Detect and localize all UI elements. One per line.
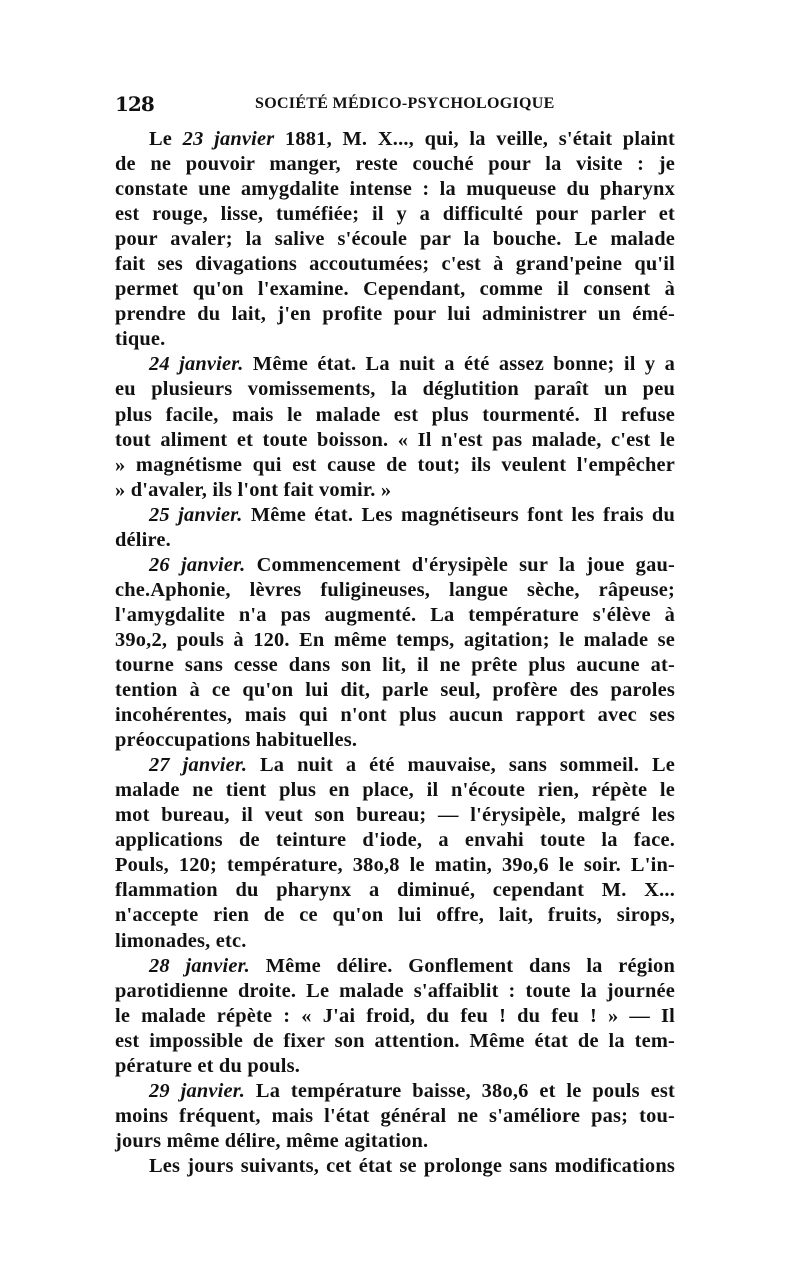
text-line: le malade répète : « J'ai froid, du feu ! du feu ! » — Il: [115, 1004, 675, 1027]
text-line: n'accepte rien de ce qu'on lui offre, lait, fruits, sirops,: [115, 904, 675, 927]
text-line: prendre du lait, j'en profite pour lui administrer un émé-: [115, 303, 675, 326]
text-line: préoccupations habituelles.: [115, 729, 358, 752]
text-line: mot bureau, il veut son bureau; — l'érysipèle, malgré les: [115, 804, 675, 827]
text-line: applications de teinture d'iode, a envahi toute la face.: [115, 829, 675, 852]
date-label: 26 janvier.: [149, 553, 246, 576]
paragraph-26-janvier: [115, 553, 675, 753]
text-line: Pouls, 120; température, 38o,8 le matin, 39o,6 le soir. L'in-: [115, 854, 675, 877]
text-line: » d'avaler, ils l'ont fait vomir. »: [115, 478, 392, 501]
running-head: SOCIÉTÉ MÉDICO-PSYCHOLOGIQUE: [255, 95, 555, 112]
text-line: délire.: [115, 528, 171, 551]
text-line: Même état. Les magnétiseurs font les frais du: [242, 503, 675, 526]
text-line: La température baisse, 38o,6 et le pouls est: [245, 1079, 675, 1102]
paragraph-24-janvier: [115, 352, 675, 502]
paragraph-25-janvier: [115, 503, 675, 553]
text-line: Même délire. Gonflement dans la région: [249, 954, 675, 977]
text-line: incohérentes, mais qui n'ont plus aucun rapport avec ses: [115, 704, 675, 727]
text-line: constate une amygdalite intense : la muqueuse du pharynx: [115, 178, 675, 201]
text-line: tout aliment et toute boisson. « Il n'est pas malade, c'est le: [115, 428, 675, 451]
paragraph-23-janvier: Le 23 janvier 1881, M. X..., qui, la veille, s'était plaint de ne pouvoir manger, reste couché pour la visite : je constate une amygdalite intense : la muqueuse du pharynx est rouge, lisse, tuméfiée; il y a difficulté pour parler et pour avaler; la salive s'écoule par la bouche. Le malade fait ses divagations accoutumées; c'est à grand'peine qu'il permet qu'on l'examine. Cependant, comme il consent à prendre du lait, j'en profite pour lui administrer un émé- tique.: [115, 127, 675, 352]
text-line: pour avaler; la salive s'écoule par la bouche. Le malade: [115, 228, 675, 251]
text-line: pérature et du pouls.: [115, 1054, 301, 1077]
text-line: 1881, M. X..., qui, la veille, s'était plaint: [285, 128, 675, 150]
text-line: moins fréquent, mais l'état général ne s'améliore pas; tou-: [115, 1104, 675, 1127]
text-line: parotidienne droite. Le malade s'affaiblit : toute la journée: [115, 979, 675, 1002]
text-line: tique.: [115, 328, 166, 351]
text-line: fait ses divagations accoutumées; c'est à grand'peine qu'il: [115, 253, 675, 276]
date-label: 27 janvier.: [149, 754, 248, 777]
text-line: Commencement d'érysipèle sur la joue gau-: [245, 553, 676, 576]
text-line: malade ne tient plus en place, il n'écoute rien, répète le: [115, 779, 675, 802]
text-line: » magnétisme qui est cause de tout; ils veulent l'empêcher: [115, 453, 675, 476]
paragraph-jours-suivants: [115, 1154, 675, 1179]
text-line: che.Aphonie, lèvres fuligineuses, langue sèche, râpeuse;: [115, 578, 675, 601]
text-line: est rouge, lisse, tuméfiée; il y a difficulté pour parler et: [115, 203, 675, 226]
text-line: permet qu'on l'examine. Cependant, comme il consent à: [115, 278, 675, 301]
page-header: [115, 92, 675, 120]
text-line: eu plusieurs vomissements, la déglutition paraît un peu: [115, 378, 675, 401]
paragraph-29-janvier: [115, 1079, 675, 1154]
text-line: limonades, etc.: [115, 929, 247, 952]
paragraph-27-janvier: [115, 753, 675, 953]
date-label: 24 janvier.: [149, 353, 244, 376]
paragraph-28-janvier: [115, 954, 675, 1079]
text-line: flammation du pharynx a diminué, cependant M. X...: [115, 879, 675, 902]
text-line: Les jours suivants, cet état se prolonge sans modifications: [149, 1154, 675, 1177]
body-text: [115, 127, 675, 1179]
text-line: est impossible de fixer son attention. Même état de la tem-: [115, 1029, 675, 1052]
date-label: 23 janvier: [182, 128, 275, 150]
date-label: 28 janvier.: [149, 954, 250, 977]
text-line: jours même délire, même agitation.: [115, 1129, 429, 1152]
text-line: de ne pouvoir manger, reste couché pour la visite : je: [115, 153, 675, 176]
text-line: l'amygdalite n'a pas augmenté. La température s'élève à: [115, 603, 675, 626]
date-label: 25 janvier.: [149, 503, 243, 526]
page-number: 128: [115, 92, 154, 116]
text-line: plus facile, mais le malade est plus tourmenté. Il refuse: [115, 403, 675, 426]
text-line: La nuit a été mauvaise, sans sommeil. Le: [247, 754, 676, 777]
text-line: tention à ce qu'on lui dit, parle seul, profère des paroles: [115, 679, 675, 702]
text-line: Même état. La nuit a été assez bonne; il y a: [243, 353, 675, 376]
text-line: tourne sans cesse dans son lit, il ne prête plus aucune at-: [115, 653, 675, 676]
date-label: 29 janvier.: [149, 1079, 246, 1102]
text-line: 39o,2, pouls à 120. En même temps, agitation; le malade se: [115, 628, 675, 651]
